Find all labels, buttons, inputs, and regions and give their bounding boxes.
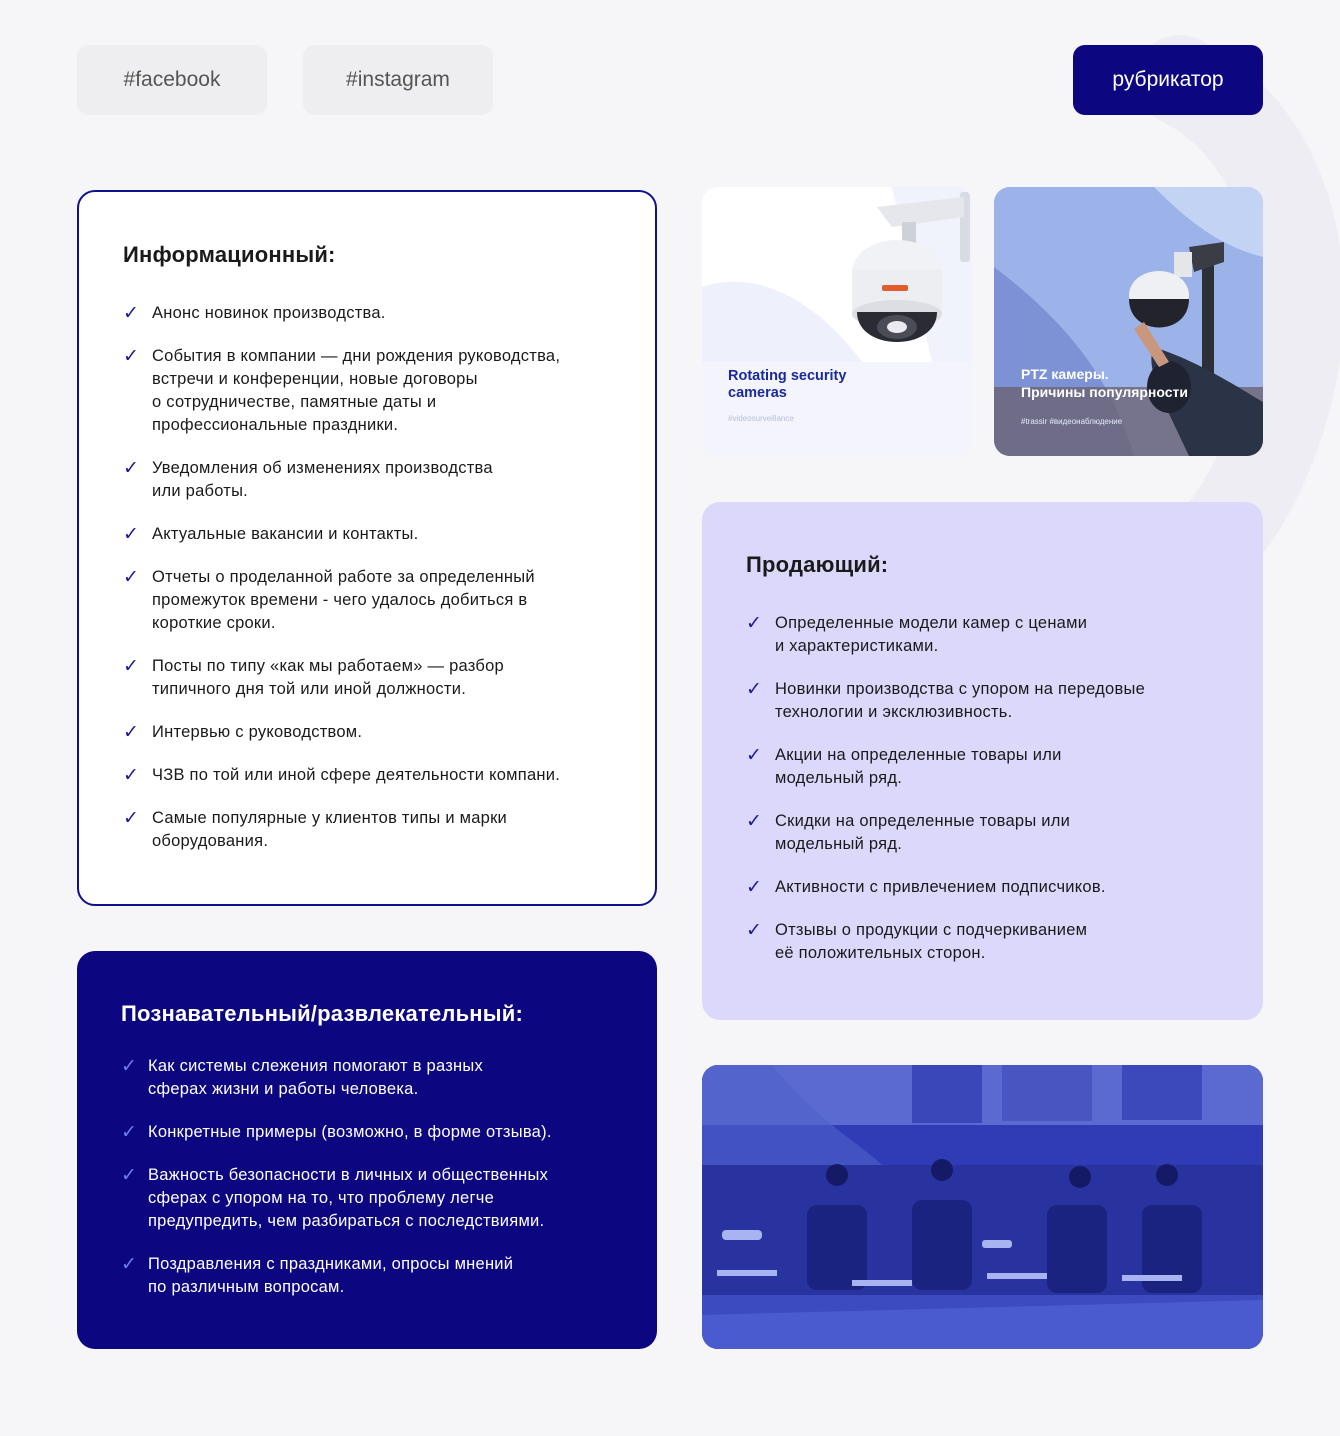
check-icon: ✓ bbox=[746, 920, 763, 941]
list-item: ✓ Поздравления с праздниками, опросы мнений по различным вопросам. bbox=[121, 1254, 514, 1296]
check-icon: ✓ bbox=[123, 765, 140, 786]
post-camera-hashtag: #videosurveillance bbox=[728, 414, 794, 423]
post-ptz-thumbnail[interactable] bbox=[994, 187, 1263, 456]
informational-title: Информационный: bbox=[123, 242, 336, 267]
list-item: ✓ Конкретные примеры (возможно, в форме отзыва). bbox=[121, 1122, 552, 1143]
selling-list bbox=[746, 612, 1219, 965]
rubricator-button[interactable]: рубрикатор bbox=[1073, 45, 1263, 115]
check-icon: ✓ bbox=[123, 303, 140, 324]
post-ptz-title: PTZ камеры. Причины популярности bbox=[1021, 366, 1189, 400]
list-item: ✓ Как системы слежения помогают в разных сферах жизни и работы человека. bbox=[121, 1056, 483, 1098]
list-item: ✓ Уведомления об изменениях производства или работы. bbox=[123, 458, 493, 500]
selling-title: Продающий: bbox=[746, 552, 889, 577]
check-icon: ✓ bbox=[123, 808, 140, 829]
informational-card bbox=[77, 190, 657, 906]
post-camera-thumbnail[interactable] bbox=[702, 187, 972, 457]
check-icon: ✓ bbox=[746, 613, 763, 634]
list-item: ✓ Посты по типу «как мы работаем» — разбор типичного дня той или иной должности. bbox=[123, 656, 504, 698]
check-icon: ✓ bbox=[123, 567, 140, 588]
list-item: ✓ Анонс новинок производства. bbox=[123, 303, 386, 324]
check-icon: ✓ bbox=[121, 1254, 138, 1275]
check-icon: ✓ bbox=[123, 656, 140, 677]
list-item: ✓ Новинки производства с упором на передовые технологии и эксклюзивность. bbox=[746, 679, 1146, 721]
selling-card bbox=[702, 502, 1263, 1020]
post-camera-title: Rotating security cameras bbox=[728, 368, 847, 401]
list-item: ✓ Интервью с руководством. bbox=[123, 722, 363, 743]
check-icon: ✓ bbox=[123, 524, 140, 545]
check-icon: ✓ bbox=[123, 346, 140, 367]
list-item: ✓ Акции на определенные товары или модельный ряд. bbox=[746, 745, 1062, 787]
check-icon: ✓ bbox=[123, 458, 140, 479]
list-item: ✓ Определенные модели камер с ценами и характеристиками. bbox=[746, 613, 1088, 655]
list-item: ✓ События в компании — дни рождения руководства, встречи и конференции, новые договоры о сотрудничестве, памятные даты и профессиональные праздники. bbox=[123, 346, 561, 434]
list-item: ✓ Скидки на определенные товары или модельный ряд. bbox=[746, 811, 1071, 853]
check-icon: ✓ bbox=[746, 745, 763, 766]
check-icon: ✓ bbox=[123, 722, 140, 743]
list-item: ✓ Активности с привлечением подписчиков. bbox=[746, 877, 1106, 898]
list-item: ✓ Актуальные вакансии и контакты. bbox=[123, 524, 419, 545]
conference-panel-photo bbox=[702, 1065, 1263, 1349]
check-icon: ✓ bbox=[746, 811, 763, 832]
informational-list bbox=[123, 302, 611, 853]
list-item: ✓ Отчеты о проделанной работе за определенный промежуток времени - чего удалось добиться в короткие сроки. bbox=[123, 567, 535, 632]
list-item: ✓ Самые популярные у клиентов типы и марки оборудования. bbox=[123, 808, 508, 850]
educational-list bbox=[121, 1055, 613, 1299]
post-ptz-hashtags: #trassir #видеонаблюдение bbox=[1021, 417, 1123, 426]
conference-photo[interactable] bbox=[702, 1065, 1263, 1349]
ptz-camera-photo bbox=[994, 187, 1263, 456]
check-icon: ✓ bbox=[121, 1056, 138, 1077]
check-icon: ✓ bbox=[121, 1122, 138, 1143]
facebook-tag[interactable]: #facebook bbox=[77, 45, 267, 115]
check-icon: ✓ bbox=[121, 1165, 138, 1186]
educational-title: Познавательный/развлекательный: bbox=[121, 1001, 524, 1026]
list-item: ✓ ЧЗВ по той или иной сфере деятельности компани. bbox=[123, 765, 561, 786]
check-icon: ✓ bbox=[746, 679, 763, 700]
instagram-tag[interactable]: #instagram bbox=[303, 45, 493, 115]
educational-card bbox=[77, 951, 657, 1349]
check-icon: ✓ bbox=[746, 877, 763, 898]
list-item: ✓ Важность безопасности в личных и общественных сферах с упором на то, что проблему легче предупредить, чем разбираться с последствиями. bbox=[121, 1165, 549, 1230]
list-item: ✓ Отзывы о продукции с подчеркиванием её положительных сторон. bbox=[746, 920, 1088, 962]
